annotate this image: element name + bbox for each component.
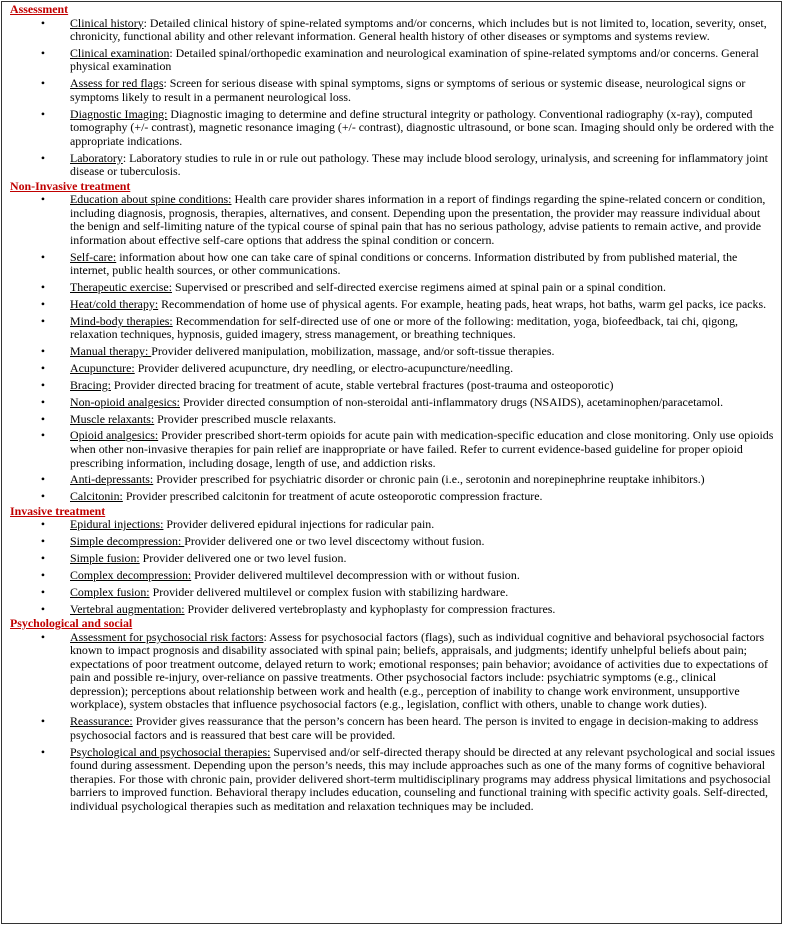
section-heading: Psychological and social — [10, 616, 133, 631]
item-description: Health care provider shares information in a report of findings regarding the spine-related concern or condition, including diagnosis, prognosis, therapies, alternatives, and consent. Depending upon the presentation, the provider may reassure individual about the benign and self-limiting nature of the typical course of spinal pain that has no serious pathology, advise patients to remain active, and provide information about effective self-care options that address the spinal condition or concern. — [70, 192, 766, 247]
item-term: Epidural injections: — [70, 517, 164, 532]
item-description: Recommendation for self-directed use of one or more of the following: meditation, yoga, biofeedback, tai chi, qigong, relaxation techniques, hypnosis, guided imagery, stress management, or breathing techniques. — [70, 313, 739, 342]
item-description: Provider directed consumption of non-steroidal anti-inflammatory drugs (NSAIDS), acetaminophen/paracetamol. — [179, 394, 724, 409]
bullet-icon: • — [40, 106, 46, 121]
list-item — [10, 77, 777, 104]
section-heading: Non-Invasive treatment — [10, 178, 131, 193]
section-list — [10, 518, 777, 616]
item-description: Recommendation of home use of physical agents. For example, heating pads, heat wraps, hot baths, warm gel packs, ice packs. — [158, 297, 767, 312]
bullet-icon: • — [40, 344, 46, 359]
item-term: Laboratory — [70, 150, 123, 165]
list-item — [10, 17, 777, 44]
list-item — [10, 429, 777, 470]
list-item — [10, 47, 777, 74]
bullet-icon: • — [40, 45, 46, 60]
bullet-icon: • — [40, 629, 46, 644]
item-term: Simple fusion: — [70, 551, 140, 566]
item-term: Reassurance: — [70, 714, 133, 729]
list-item — [10, 631, 777, 712]
item-term: Heat/cold therapy: — [70, 297, 159, 312]
item-description: Provider gives reassurance that the person’s concern has been heard. The person is invited to engage in decision-making to address psychosocial factors and is reassured that best care will be provided. — [70, 714, 759, 742]
bullet-icon: • — [40, 472, 46, 487]
item-description: : Laboratory studies to rule in or rule out pathology. These may include blood serology, urinalysis, and screening for inflammatory joint disease or tuberculosis. — [70, 150, 768, 179]
item-description: Provider delivered one or two level discectomy without fusion. — [184, 534, 485, 549]
item-term: Bracing: — [70, 377, 111, 392]
bullet-icon: • — [40, 192, 46, 207]
list-item — [10, 603, 777, 617]
item-description: Diagnostic imaging to determine and define structural integrity or pathology. Conventional radiography (x-ray), computed tomography (+/- contrast), magnetic resonance imaging (+/- contrast), diagnostic ultrasound, or bone scan. Imaging should only be ordered with the appropriate indications. — [70, 106, 774, 148]
item-description: Provider delivered acupuncture, dry needling, or electro-acupuncture/needling. — [134, 361, 514, 376]
item-description: : Detailed clinical history of spine-related symptoms and/or concerns, which includes but is not limited to, location, severity, onset, chronicity, functional ability and other relevant information. General health history of other diseases or symptoms and systems review. — [70, 15, 767, 44]
item-description: Provider prescribed muscle relaxants. — [154, 411, 337, 426]
item-term: Manual therapy: — [70, 344, 152, 359]
bullet-icon: • — [40, 517, 46, 532]
item-term: Psychological and psychosocial therapies: — [70, 744, 271, 759]
list-item — [10, 362, 777, 376]
bullet-icon: • — [40, 601, 46, 616]
bullet-icon: • — [40, 394, 46, 409]
item-term: Self-care: — [70, 249, 117, 264]
list-item — [10, 413, 777, 427]
item-description: Provider delivered manipulation, mobilization, massage, and/or soft-tissue therapies. — [151, 344, 555, 359]
item-description: Provider delivered multilevel or complex fusion with stabilizing hardware. — [149, 584, 509, 599]
item-term: Therapeutic exercise: — [70, 280, 172, 295]
item-description: : Screen for serious disease with spinal symptoms, signs or symptoms of serious or systemic disease, neurological signs or symptoms likely to result in a permanent neurological loss. — [70, 76, 746, 104]
list-item — [10, 108, 777, 149]
item-term: Clinical examination — [70, 45, 170, 60]
list-item — [10, 193, 777, 247]
item-term: Non-opioid analgesics: — [70, 394, 180, 409]
bullet-icon: • — [40, 551, 46, 566]
list-item — [10, 586, 777, 600]
item-description: Supervised and/or self-directed therapy should be directed at any relevant psychological and social issues found during assessment. Depending upon the person’s needs, this may include approaches such as one of the many forms of cognitive behavioral therapies. For those with chronic pain, provider delivered short-term multidisciplinary programs may address physical limitations and psychosocial barriers to improved function. Behavioral therapy includes education, counseling and functional training with specific activity goals. Self-directed, individual psychological therapies such as meditation and relaxation techniques may be included. — [70, 744, 775, 813]
list-item — [10, 473, 777, 487]
bullet-icon: • — [40, 313, 46, 328]
list-item — [10, 746, 777, 814]
item-description: Provider delivered one or two level fusion. — [139, 551, 347, 566]
list-item — [10, 535, 777, 549]
item-description: Provider prescribed short-term opioids for acute pain with medication-specific education and close monitoring. Only use opioids when other non-invasive therapies for pain relief are inappropriate or have failed. Refer to current evidence-based guideline for proper opioid prescribing information, including dosage, length of use, and addiction risks. — [70, 428, 774, 470]
list-item — [10, 490, 777, 504]
item-description: Provider prescribed for psychiatric disorder or chronic pain (i.e., serotonin and norepinephrine reuptake inhibitors.) — [153, 472, 705, 487]
item-term: Clinical history — [70, 15, 144, 30]
bullet-icon: • — [40, 76, 46, 91]
section-list — [10, 193, 777, 504]
item-term: Complex fusion: — [70, 584, 150, 599]
bullet-icon: • — [40, 297, 46, 312]
item-term: Calcitonin: — [70, 489, 123, 504]
list-item — [10, 379, 777, 393]
bullet-icon: • — [40, 714, 46, 729]
list-item — [10, 251, 777, 278]
bullet-icon: • — [40, 428, 46, 443]
section-list — [10, 17, 777, 179]
spine-care-pathway-document — [1, 1, 782, 924]
item-term: Assess for red flags — [70, 76, 164, 91]
item-description: Provider delivered vertebroplasty and kyphoplasty for compression fractures. — [184, 601, 556, 616]
bullet-icon: • — [40, 489, 46, 504]
bullet-icon: • — [40, 377, 46, 392]
list-item — [10, 569, 777, 583]
bullet-icon: • — [40, 15, 46, 30]
section-list — [10, 631, 777, 814]
item-description: : Assess for psychosocial factors (flags), such as individual cognitive and behavioral psychosocial factors known to impact prognosis and disability associated with spinal pain; beliefs, appraisals, and judgments; identify unhelpful beliefs about pain; expectations of poor treatment outcome, delayed return to work; emotional responses; pain behavior; avoidance of activities due to expectations of pain and possible re-injury, over-reliance on passive treatments. Other psychosocial factors include: psychiatric symptoms (e.g., clinical depression); perceptions about relationship between work and health (e.g., perception of inability to change work environment, unsupportive workplace), system obstacles that influence psychosocial factors (e.g., legislation, conflict with others, unable to change work duties). — [70, 629, 769, 712]
item-term: Assessment for psychosocial risk factors — [70, 629, 264, 644]
item-term: Opioid analgesics: — [70, 428, 159, 443]
list-item — [10, 715, 777, 742]
item-term: Mind-body therapies: — [70, 313, 173, 328]
list-item — [10, 315, 777, 342]
item-description: Provider delivered multilevel decompression with or without fusion. — [191, 567, 520, 582]
section-heading: Assessment — [10, 2, 69, 16]
list-item — [10, 345, 777, 359]
item-description: information about how one can take care of spinal conditions or concerns. Information distributed by from published material, the internet, public health sources, or other communications. — [70, 249, 738, 278]
list-item — [10, 552, 777, 566]
list-item — [10, 518, 777, 532]
item-term: Anti-depressants: — [70, 472, 154, 487]
item-term: Acupuncture: — [70, 361, 135, 376]
bullet-icon: • — [40, 744, 46, 759]
bullet-icon: • — [40, 411, 46, 426]
bullet-icon: • — [40, 361, 46, 376]
list-item — [10, 396, 777, 410]
item-term: Vertebral augmentation: — [70, 601, 185, 616]
item-term: Muscle relaxants: — [70, 411, 155, 426]
item-description: Provider delivered epidural injections for radicular pain. — [163, 517, 435, 532]
item-term: Diagnostic Imaging: — [70, 106, 168, 121]
item-term: Education about spine conditions: — [70, 192, 232, 207]
list-item — [10, 298, 777, 312]
item-description: Provider directed bracing for treatment of acute, stable vertebral fractures (post-trauma and osteoporotic) — [110, 377, 614, 392]
item-description: Provider prescribed calcitonin for treatment of acute osteoporotic compression fracture. — [122, 489, 543, 504]
list-item — [10, 281, 777, 295]
item-term: Complex decompression: — [70, 567, 192, 582]
item-term: Simple decompression: — [70, 534, 185, 549]
item-description: : Detailed spinal/orthopedic examination and neurological examination of spine-related symptoms and/or concerns. General physical examination — [70, 45, 759, 74]
bullet-icon: • — [40, 249, 46, 264]
item-description: Supervised or prescribed and self-directed exercise regimens aimed at spinal pain or a spinal condition. — [172, 280, 666, 295]
list-item — [10, 152, 777, 179]
bullet-icon: • — [40, 584, 46, 599]
bullet-icon: • — [40, 567, 46, 582]
bullet-icon: • — [40, 280, 46, 295]
section-heading: Invasive treatment — [10, 503, 106, 518]
bullet-icon: • — [40, 534, 46, 549]
bullet-icon: • — [40, 150, 46, 165]
